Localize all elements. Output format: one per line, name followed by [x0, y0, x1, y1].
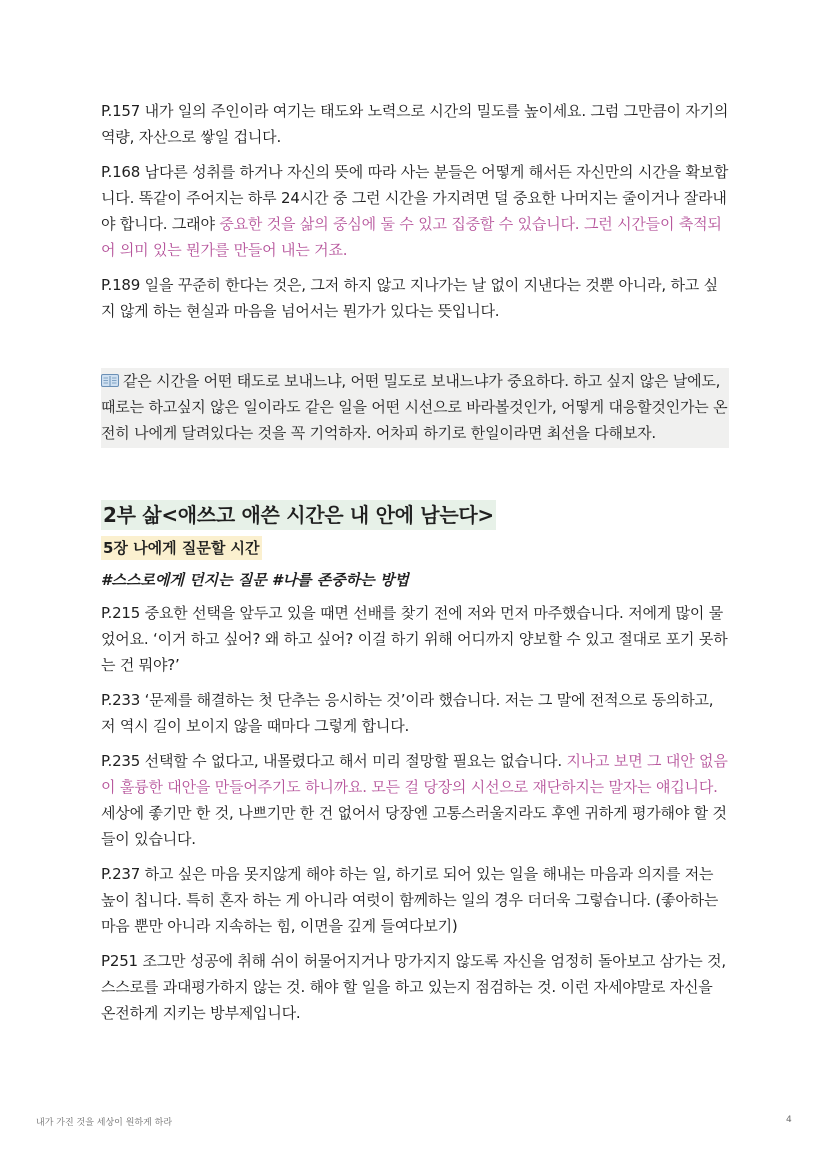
- paragraph-p189: [101, 272, 729, 324]
- paragraph-text: P.233 ‘문제를 해결하는 첫 단추는 응시하는 것’이라 했습니다. 저는 그 말에 전적으로 동의하고, 저 역시 길이 보이지 않을 때마다 그렇게 합니다.: [101, 691, 714, 735]
- open-book-icon: [101, 369, 119, 382]
- paragraph-p168: [101, 159, 729, 263]
- paragraph-text: P.189 일을 꾸준히 한다는 것은, 그저 하지 않고 지나가는 날 없이 지낸다는 것뿐 아니라, 하고 싶지 않게 하는 현실과 마음을 넘어서는 뭔가가 있다는 뜻입니다.: [101, 276, 718, 320]
- callout-block: [101, 368, 729, 448]
- paragraph-p215: [101, 600, 729, 678]
- paragraph-p233: [101, 687, 729, 739]
- paragraph-text: P.235 선택할 수 없다고, 내몰렸다고 해서 미리 절망할 필요는 없습니다.: [101, 752, 567, 770]
- paragraph-p251: [101, 948, 729, 1026]
- paragraph-text-after: 세상에 좋기만 한 것, 나쁘기만 한 건 없어서 당장엔 고통스러울지라도 후엔 귀하게 평가해야 할 것들이 있습니다.: [101, 804, 727, 848]
- document-body: [101, 98, 729, 1035]
- section-heading: 2부 삶<애쓰고 애쓴 시간은 내 안에 남는다>: [101, 500, 496, 530]
- callout-text: 같은 시간을 어떤 태도로 보내느냐, 어떤 밀도로 보내느냐가 중요하다. 하고 싶지 않은 날에도, 때로는 하고싶지 않은 일이라도 같은 일을 어떤 시선으로 바라볼것인가, 어떻게 대응할것인가는 온전히 나에게 달려있다는 것을 꼭 기억하자. 어차피 하기로 한일이라면 최선을 다해보자.: [101, 372, 728, 442]
- paragraph-text: P.237 하고 싶은 마음 못지않게 해야 하는 일, 하기로 되어 있는 일을 해내는 마음과 의지를 저는 높이 칩니다. 특히 혼자 하는 게 아니라 여럿이 함께하는 일의 경우 더더욱 그렇습니다. (좋아하는 마음 뿐만 아니라 지속하는 힘, 이면을 깊게 들여다보기): [101, 865, 719, 935]
- paragraph-text: P.157 내가 일의 주인이라 여기는 태도와 노력으로 시간의 밀도를 높이세요. 그럼 그만큼이 자기의 역량, 자산으로 쌓일 겁니다.: [101, 102, 729, 146]
- paragraph-text: P.215 중요한 선택을 앞두고 있을 때면 선배를 찾기 전에 저와 먼저 마주했습니다. 저에게 많이 물었어요. ‘이거 하고 싶어? 왜 하고 싶어? 이걸 하기 위해 어디까지 양보할 수 있고 절대로 포기 못하는 건 뭐야?’: [101, 604, 728, 674]
- page-number: 4: [786, 1115, 792, 1125]
- paragraph-text: P.168 남다른 성취를 하거나 자신의 뜻에 따라 사는 분들은 어떻게 해서든 자신만의 시간을 확보합니다. 똑같이 주어지는 하루 24시간 중 그런 시간을 가지려면 덜 중요한 나머지는 줄이거나 잘라내야 합니다. 그래야: [101, 163, 729, 233]
- paragraph-p237: [101, 861, 729, 939]
- highlighted-text: 지나고 보면 그 대안 없음이 훌륭한 대안을 만들어주기도 하니까요. 모든 걸 당장의 시선으로 재단하지는 말자는 얘깁니다.: [101, 752, 728, 796]
- chapter-heading: 5장 나에게 질문할 시간: [101, 536, 262, 560]
- paragraph-p235: [101, 748, 729, 852]
- paragraph-p157: [101, 98, 729, 150]
- footer-title: 내가 가진 것을 세상이 원하게 하라: [36, 1118, 173, 1128]
- paragraph-text: P251 조그만 성공에 취해 쉬이 허물어지거나 망가지지 않도록 자신을 엄정히 돌아보고 삼가는 것, 스스로를 과대평가하지 않는 것. 해야 할 일을 하고 있는지 점검하는 것. 이런 자세야말로 자신을 온전하게 지키는 방부제입니다.: [101, 952, 726, 1022]
- hashtags: #스스로에게 던지는 질문 #나를 존중하는 방법: [101, 571, 409, 589]
- highlighted-text: 중요한 것을 삶의 중심에 둘 수 있고 집중할 수 있습니다. 그런 시간들이 축적되어 의미 있는 뭔가를 만들어 내는 거죠.: [101, 215, 722, 259]
